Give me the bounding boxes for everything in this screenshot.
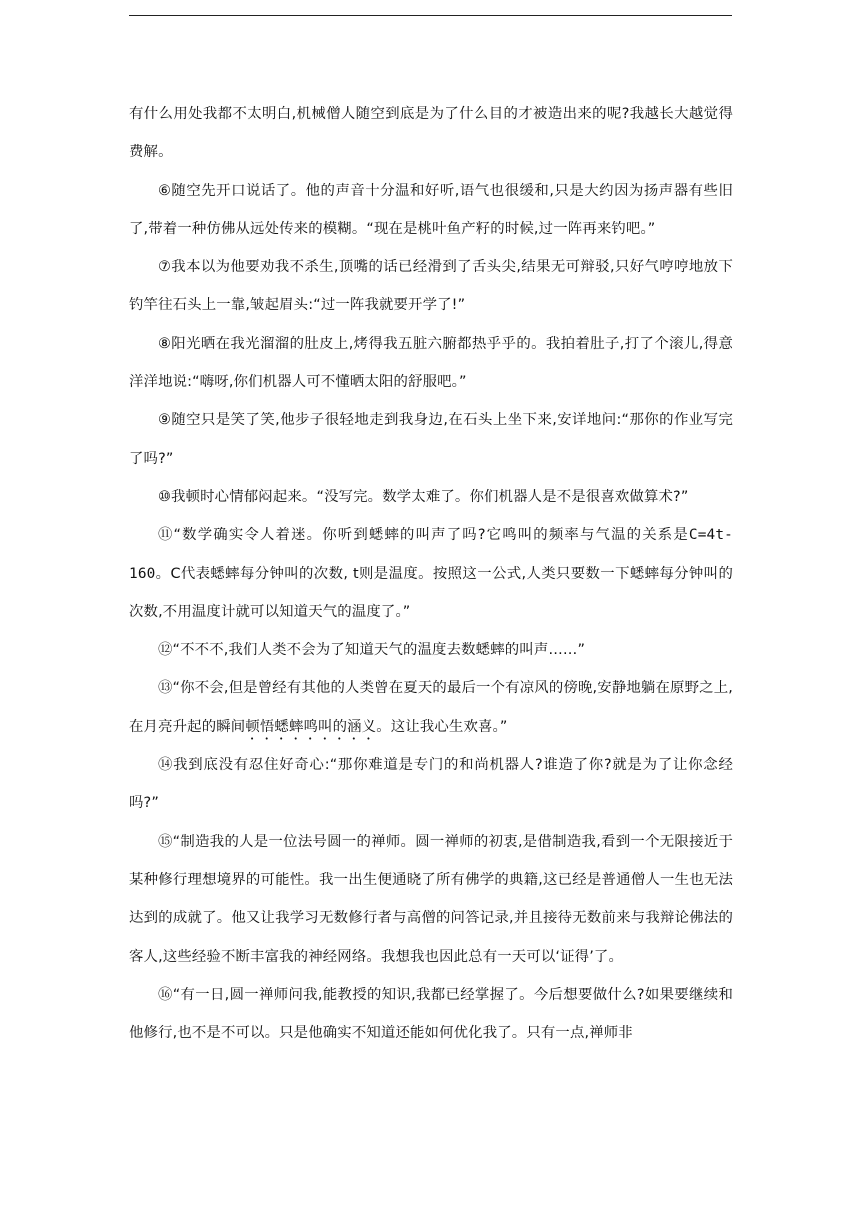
paragraph-11 — [129, 516, 733, 631]
header-rule — [129, 15, 732, 16]
paragraph-9: ⑨随空只是笑了笑,他步子很轻地走到我身边,在石头上坐下来,安详地问:“那你的作业写完了吗?” — [129, 412, 733, 467]
emphasized-phrase: 顿悟蟋蟀鸣叫的涵义 — [245, 718, 377, 735]
paragraph-7: ⑦我本以为他要劝我不杀生,顶嘴的话已经滑到了舌头尖,结果无可辩驳,只好气哼哼地放下钓竿往石头上一靠,皱起眉头:“过一阵我就要开学了!” — [129, 259, 733, 314]
paragraph-8: ⑧阳光晒在我光溜溜的肚皮上,烤得我五脏六腑都热乎乎的。我拍着肚子,打了个滚儿,得意洋洋地说:“嗨呀,你们机器人可不懂晒太阳的舒服吧。” — [129, 335, 733, 391]
paragraph-13 — [129, 669, 733, 746]
paragraph-11-text-end: 。C代表蟋蟀每分钟叫的次数, t则是温度。按照这一公式,人类只要数一下蟋蟀每分钟叫的次数,不用温度计就可以知道天气的温度了。” — [129, 565, 733, 620]
paragraph-10: ⑩我顿时心情郁闷起来。“没写完。数学太难了。你们机器人是不是很喜欢做算术?” — [158, 488, 689, 505]
paragraph-continuation: 有什么用处我都不太明白,机械僧人随空到底是为了什么目的才被造出来的呢?我越长大越觉得费解。 — [129, 106, 733, 161]
paragraph-11-text-start: ⑪“数学确实令人着迷。你听到蟋蟀的叫声了吗?它鸣叫的频率与气温的关系是 — [158, 527, 689, 544]
paragraph-13-text-start: ⑬“你不会,但是曾经有其他的人类曾在夏天的最后一个有凉风的傍晚,安静地躺在原野之上,在月亮升起的瞬间 — [129, 680, 733, 735]
paragraph-16: ⑯“有一日,圆一禅师问我,能教授的知识,我都已经掌握了。今后想要做什么?如果要继续和他修行,也不是不可以。只是他确实不知道还能如何优化我了。只有一点,禅师非 — [129, 986, 733, 1042]
paragraph-12: ⑫“不不不,我们人类不会为了知道天气的温度去数蟋蟀的叫声……” — [158, 642, 586, 659]
cricket-formula: C=4t-160 — [129, 527, 733, 582]
paragraph-13-text-end: 。这让我心生欢喜。” — [376, 718, 508, 735]
paragraph-6: ⑥随空先开口说话了。他的声音十分温和好听,语气也很缓和,只是大约因为扬声器有些旧了,带着一种仿佛从远处传来的模糊。“现在是桃叶鱼产籽的时候,过一阵再来钓吧。” — [129, 182, 733, 237]
paragraph-15: ⑮“制造我的人是一位法号圆一的禅师。圆一禅师的初衷,是借制造我,看到一个无限接近于某种修行理想境界的可能性。我一出生便通晓了所有佛学的典籍,这已经是普通僧人一生也无法达到的成就了。他又让我学习无数修行者与高僧的问答记录,并且接待无数前来与我辩论佛法的客人,这些经验不断丰富我的神经网络。我想我也因此总有一天可以‘证得’了。 — [129, 833, 733, 965]
document-body — [129, 95, 733, 1052]
paragraph-14: ⑭我到底没有忍住好奇心:“那你难道是专门的和尚机器人?谁造了你?就是为了让你念经吗?” — [129, 757, 733, 812]
